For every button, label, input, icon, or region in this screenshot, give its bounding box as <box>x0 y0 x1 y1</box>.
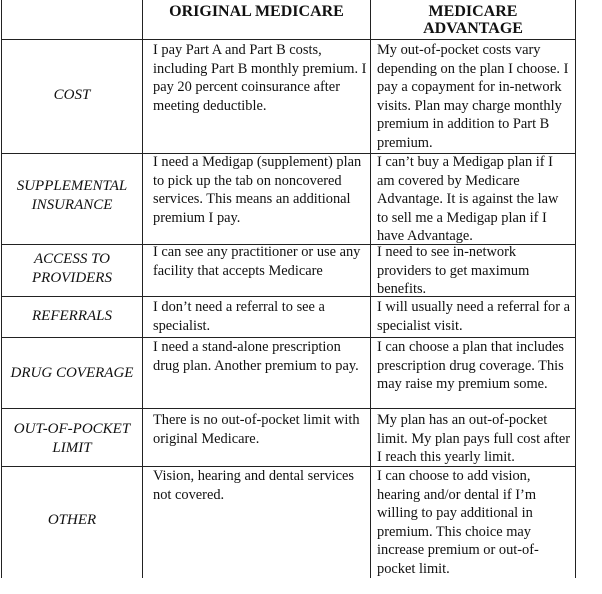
other-original: Vision, hearing and dental services not covered. <box>153 468 354 503</box>
table-border-right <box>575 0 576 578</box>
row-label-out-of-pocket-limit <box>2 420 142 458</box>
row-label-other: OTHER <box>47 512 97 528</box>
row-label-line2: LIMIT <box>52 440 92 456</box>
row-label-drug-coverage: DRUG COVERAGE <box>10 365 134 381</box>
row-label-supplemental-insurance <box>2 177 142 215</box>
row-label-line1: ACCESS TO <box>34 251 110 267</box>
referrals-original: I don’t need a referral to see a specialist. <box>153 299 325 334</box>
row-label-access-to-providers <box>2 250 142 288</box>
drug-advantage: I can choose a plan that includes prescription drug coverage. This may raise my premium some. <box>377 339 565 393</box>
drug-original: I need a stand-alone prescription drug plan. Another premium to pay. <box>153 339 359 374</box>
oop-original: There is no out-of-pocket limit with original Medicare. <box>153 412 360 447</box>
row-label-referrals: REFERRALS <box>32 308 112 324</box>
other-advantage: I can choose to add vision, hearing and/or dental if I’m willing to pay additional in premium. This choice may increase premium or out-of-pocket limit. <box>377 468 539 577</box>
row-label-line2: PROVIDERS <box>32 270 112 286</box>
referrals-advantage: I will usually need a referral for a specialist visit. <box>377 299 570 334</box>
column-divider-1 <box>142 0 143 578</box>
column-divider-2 <box>370 0 371 578</box>
row-divider <box>1 408 575 409</box>
supplemental-original: I need a Medigap (supplement) plan to pick up the tab on noncovered services. This means an additional premium I pay. <box>153 154 362 226</box>
row-label-line1: SUPPLEMENTAL <box>16 178 128 194</box>
row-label-line1: OUT-OF-POCKET <box>13 421 131 437</box>
header-original-medicare: ORIGINAL MEDICARE <box>169 3 344 20</box>
cost-advantage: My out-of-pocket costs vary depending on the plan I choose. I pay a copayment for in-network visits. Plan may charge monthly premium in addition to Part B premium. <box>377 42 569 151</box>
cost-original: I pay Part A and Part B costs, including Part B monthly premium. I pay 20 percent coinsurance after meeting deductible. <box>153 42 367 114</box>
header-advantage-line1: MEDICARE <box>428 3 518 20</box>
header-advantage-line2: ADVANTAGE <box>423 20 523 37</box>
row-divider <box>1 39 575 40</box>
access-advantage: I need to see in-network providers to get maximum benefits. <box>377 244 530 298</box>
header-medicare-advantage <box>371 3 575 37</box>
access-original: I can see any practitioner or use any facility that accepts Medicare <box>153 244 361 279</box>
row-label-line2: INSURANCE <box>31 197 113 213</box>
row-label-cost: COST <box>53 87 91 103</box>
oop-advantage: My plan has an out-of-pocket limit. My plan pays full cost after I reach this yearly limit. <box>377 412 571 466</box>
supplemental-advantage: I can’t buy a Medigap plan if I am covered by Medicare Advantage. It is against the law to sell me a Medigap plan if I have Advantage. <box>377 154 559 245</box>
